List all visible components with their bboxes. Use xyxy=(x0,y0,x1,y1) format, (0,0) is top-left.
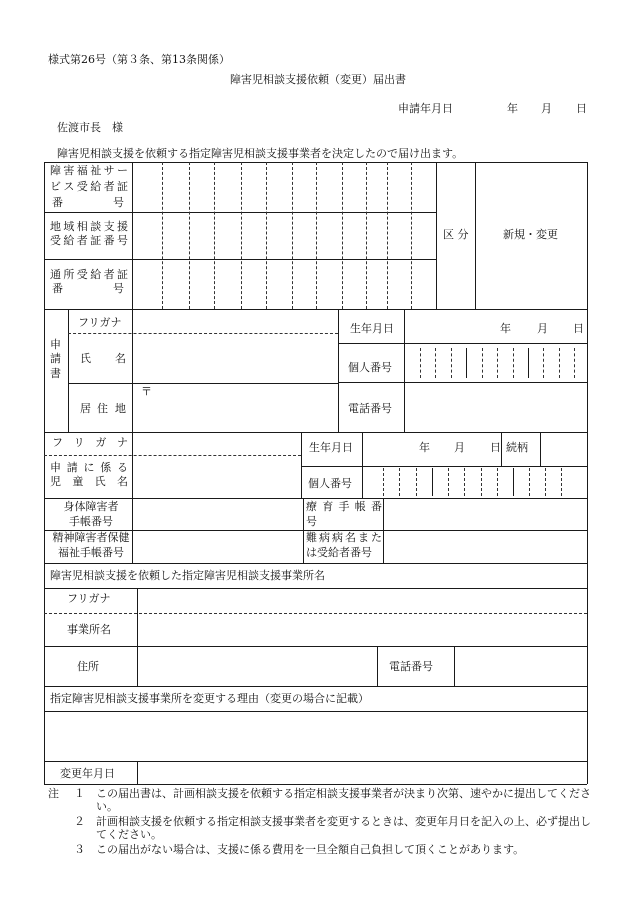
applicant-birth-month: 月 xyxy=(537,322,548,335)
applicant-address-label-b: 住 xyxy=(97,402,108,415)
application-date-year: 年 xyxy=(507,102,518,115)
note-item: ２ 計画相談支援を依頼する指定相談支援事業者を変更するときは、変更年月日を記入の上、必ず提出してください。 xyxy=(74,814,591,842)
applicant-address-input[interactable] xyxy=(133,382,338,432)
applicant-phone-input[interactable] xyxy=(405,382,587,432)
applicant-furigana-input[interactable] xyxy=(133,311,338,333)
ryoiku-handbook-label: 療育手帳番 号 xyxy=(306,500,382,528)
note-item: ３ この届出がない場合は、支援に係る費用を一旦全額自己負担して頂くことがあります。 xyxy=(74,842,525,856)
applicant-name-label-a: 氏 xyxy=(80,352,91,365)
office-section-label: 障害児相談支援を依頼した指定障害児相談支援事業所名 xyxy=(50,569,325,582)
office-phone-input[interactable] xyxy=(454,647,587,685)
child-name-input[interactable] xyxy=(133,456,301,498)
office-address-label: 住所 xyxy=(77,660,99,673)
change-date-input[interactable] xyxy=(137,761,587,784)
relation-input[interactable] xyxy=(540,432,587,466)
office-name-label: 事業所名 xyxy=(67,623,111,636)
applicant-birth-label: 生年月日 xyxy=(350,322,394,335)
mental-health-handbook-label: 精神障害者保健 福祉手帳番号 xyxy=(52,531,130,559)
applicant-birth-year: 年 xyxy=(500,322,511,335)
child-furigana-input[interactable] xyxy=(133,432,301,454)
office-phone-label: 電話番号 xyxy=(389,660,433,673)
child-name-label: 申請に係る 児童氏名 xyxy=(50,461,128,488)
application-date-label: 申請年月日 xyxy=(398,102,453,115)
office-address-input[interactable] xyxy=(137,647,377,685)
application-date-day: 日 xyxy=(576,102,587,115)
applicant-phone-label: 電話番号 xyxy=(348,402,392,415)
office-name-input[interactable] xyxy=(137,614,587,646)
child-birth-year: 年 xyxy=(419,441,430,454)
office-furigana-label: フリガナ xyxy=(67,592,111,605)
kubun-label: 区 分 xyxy=(443,228,469,241)
intro-text: 障害児相談支援を依頼する指定障害児相談支援事業者を決定したので届け出ます。 xyxy=(57,147,464,160)
form-title: 障害児相談支援依頼（変更）届出書 xyxy=(230,73,406,86)
intractable-disease-label: 難病病名また は受給者番号 xyxy=(306,531,382,559)
child-birth-day: 日 xyxy=(490,441,501,454)
change-reason-label: 指定障害児相談支援事業所を変更する理由（変更の場合に記載） xyxy=(50,692,369,705)
applicant-address-label-a: 居 xyxy=(80,402,91,415)
daycare-recipient-number-label: 通所受給者証 番 号 xyxy=(50,268,128,295)
postal-mark: 〒 xyxy=(141,385,152,398)
kubun-value[interactable]: 新規・変更 xyxy=(503,228,558,241)
welfare-service-number-label: 障害福祉サー ビス受給者証 番 号 xyxy=(50,164,128,210)
note-item: 注 １ この届出書は、計画相談支援を依頼する指定相談支援事業者が決まり次第、速やかに提出してください。 xyxy=(48,787,591,814)
child-furigana-label: フ リ ガ ナ xyxy=(52,436,128,449)
child-birth-month: 月 xyxy=(454,441,465,454)
applicant-individual-number-label: 個人番号 xyxy=(348,361,392,374)
addressee: 佐渡市長 様 xyxy=(57,121,123,134)
change-reason-input[interactable] xyxy=(44,712,587,760)
change-date-label: 変更年月日 xyxy=(60,767,115,780)
child-individual-number-label: 個人番号 xyxy=(308,477,352,490)
regional-support-number-label: 地域相談支援 受給者証番号 xyxy=(50,220,128,247)
applicant-group-label: 申請書 xyxy=(50,338,61,380)
applicant-name-label-b: 名 xyxy=(115,352,126,365)
child-birth-label: 生年月日 xyxy=(309,441,353,454)
form-number: 様式第26号（第３条、第13条関係） xyxy=(48,53,230,66)
application-date-month: 月 xyxy=(541,102,552,115)
relation-label: 続柄 xyxy=(506,441,528,454)
office-furigana-input[interactable] xyxy=(137,588,587,612)
applicant-address-label-c: 地 xyxy=(115,402,126,415)
applicant-furigana-label: フリガナ xyxy=(78,316,122,329)
applicant-birth-day: 日 xyxy=(573,322,584,335)
notes-section xyxy=(48,787,593,857)
applicant-name-input[interactable] xyxy=(133,334,338,382)
physical-disability-handbook-label: 身体障害者 手帳番号 xyxy=(63,500,119,528)
